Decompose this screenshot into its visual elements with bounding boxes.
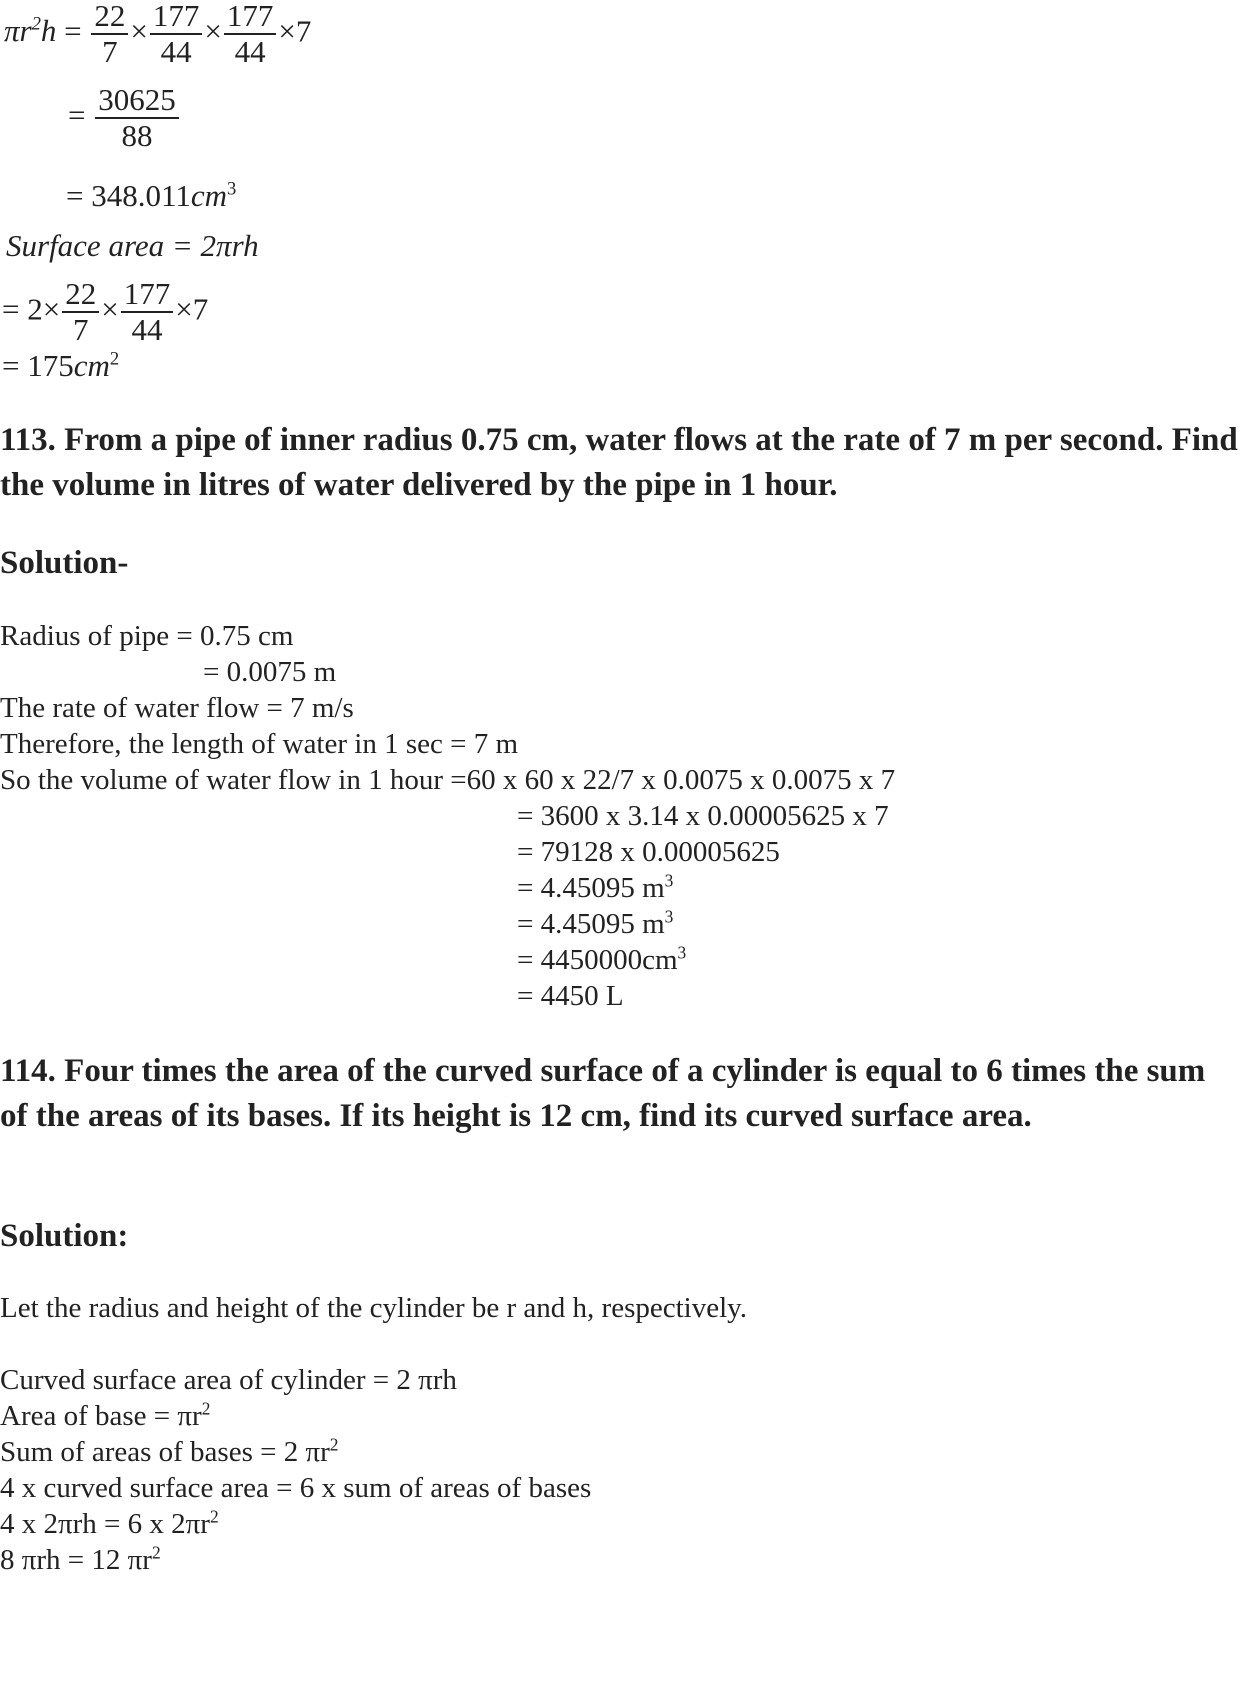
solution-line: = 4.45095 $m^3$	[517, 870, 674, 904]
fraction: $\frac{177}{44}$	[224, 0, 277, 69]
solution-line: = 0.0075 m	[203, 656, 337, 688]
solution-heading-113: Solution-	[0, 545, 129, 581]
solution-intro: Let the radius and height of the cylinder be r and h, respectively.	[0, 1292, 748, 1324]
equation-surface-result: = $175cm^2$	[2, 348, 120, 383]
question-114: 114. Four times the area of the curved surface of a cylinder is equal to 6 times the sum of the areas of its bases. If its height is 12 cm, find its curved surface area.	[0, 1053, 1206, 1134]
fraction: $\frac{30625}{88}$	[95, 84, 179, 153]
solution-line: Therefore, the length of water in 1 sec = 7 m	[0, 728, 519, 760]
solution-line: = 4450 L	[517, 980, 624, 1012]
solution-line: = 79128 x 0.00005625	[517, 836, 780, 868]
solution-line: 4 x 2πrh = 6 x $2\pi r^2$	[0, 1506, 219, 1540]
solution-line: 4 x curved surface area = 6 x sum of areas of bases	[0, 1472, 592, 1504]
question-113: 113. From a pipe of inner radius 0.75 cm, water flows at the rate of 7 m per second. Find the volume in litres of water delivered by the pipe in 1 hour.	[0, 422, 1238, 503]
equation-fraction-line: = $\frac{30625}{88}$	[68, 84, 181, 153]
solution-line: Sum of areas of bases = 2 $\pi r^2$	[0, 1434, 339, 1468]
solution-line: Area of base = $\pi r^2$	[0, 1398, 211, 1432]
fraction: $\frac{22}{7}$	[62, 278, 99, 347]
solution-heading-114: Solution:	[0, 1218, 129, 1254]
solution-line: = 3600 x 3.14 x 0.00005625 x 7	[517, 800, 889, 832]
equation-volume-result: = $348.011cm^3$	[66, 178, 237, 213]
solution-line: Radius of pipe = 0.75 cm	[0, 620, 294, 652]
surface-area-formula: Surface area = 2πrh	[6, 228, 259, 263]
equation-volume-line: $\pi r^2h$ = $\frac{22}{7}$ × $\frac{177}{44}$ × $\frac{177}{44}$ ×7	[4, 0, 312, 69]
solution-line: 8 πrh = 12 $\pi r^2$	[0, 1542, 161, 1576]
solution-line: The rate of water flow = 7 m/s	[0, 692, 354, 724]
equation-surface-line: = 2× $\frac{22}{7}$ × $\frac{177}{44}$ ×7	[2, 276, 209, 347]
fraction: $\frac{177}{44}$	[150, 0, 203, 69]
solution-line: = $4450000cm^3$	[517, 942, 687, 976]
solution-line: Curved surface area of cylinder = 2 πrh	[0, 1364, 457, 1396]
fraction: $\frac{22}{7}$	[91, 0, 128, 69]
fraction: $\frac{177}{44}$	[121, 278, 174, 347]
solution-line: = 4.45095 $m^3$	[517, 906, 674, 940]
solution-line: So the volume of water flow in 1 hour =60 x 60 x 22/7 x 0.0075 x 0.0075 x 7	[0, 764, 896, 796]
lhs: $\pi r^2h$	[4, 13, 57, 49]
